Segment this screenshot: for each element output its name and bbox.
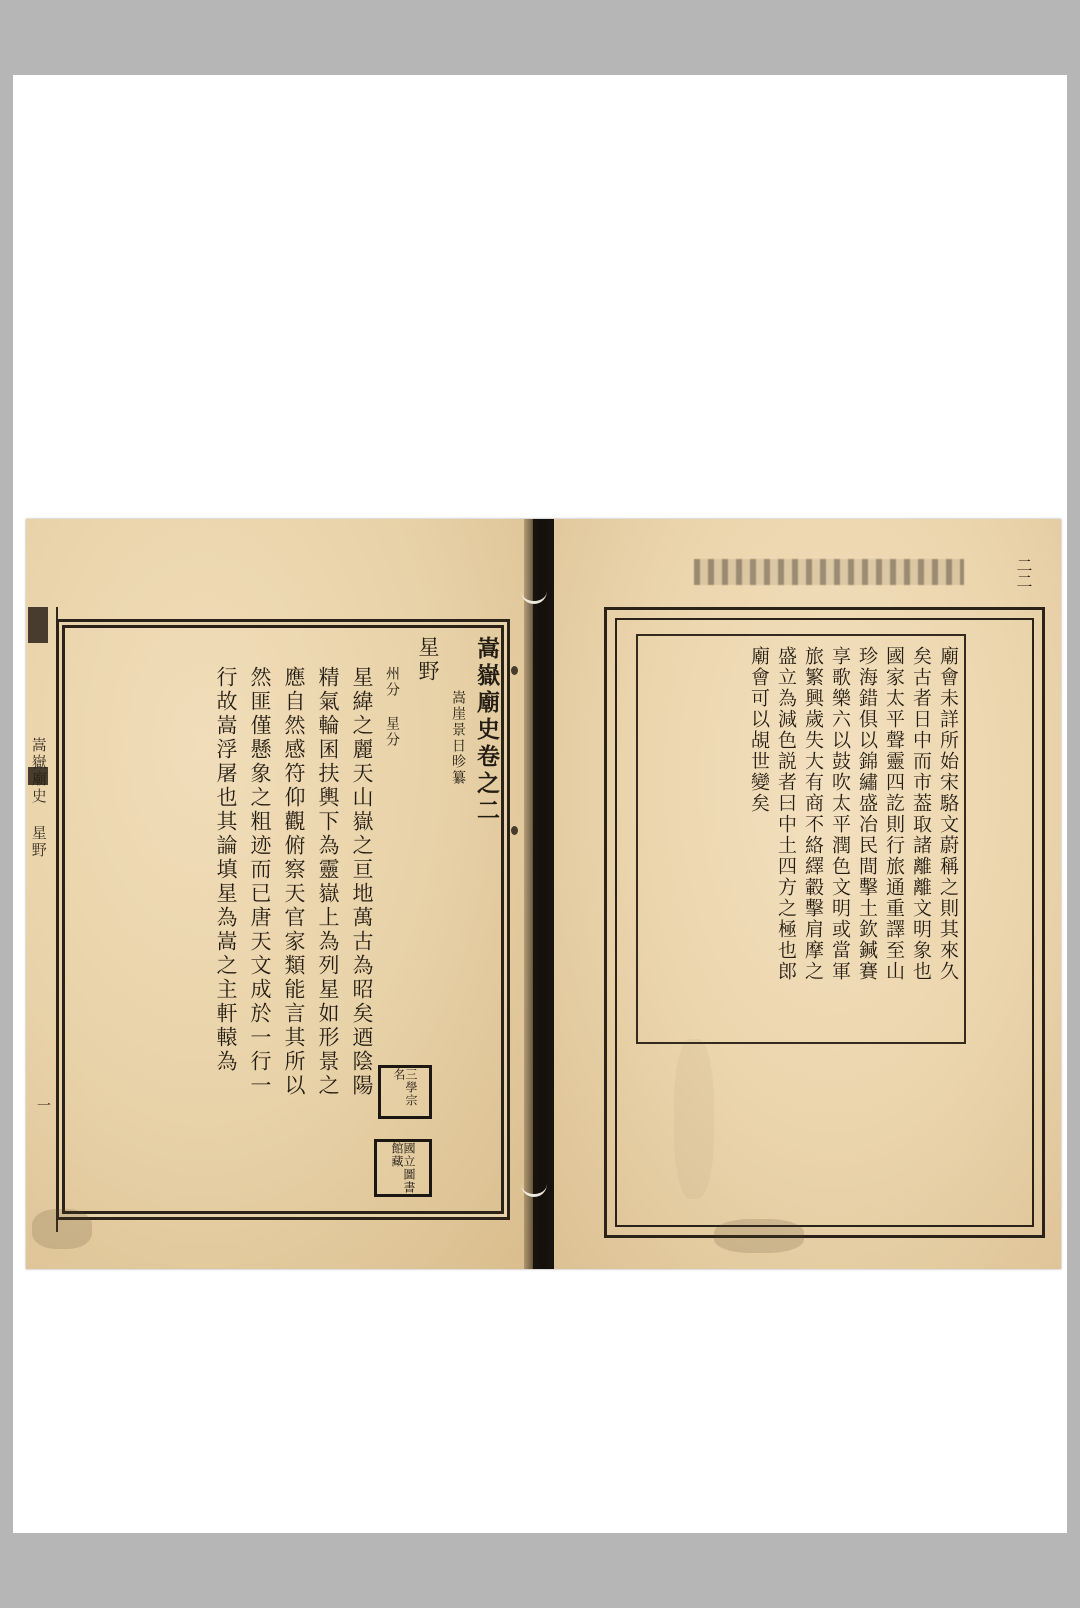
body-column-4: 然匪僅懸象之粗迹而已唐天文成於一行一 [248,666,272,1098]
library-seal-lower: 國立圖書館藏 [374,1139,432,1197]
library-seal-upper: 三學宗名 [378,1065,432,1119]
right-body-column-8: 廟會可以覘世變矣 [748,646,770,814]
compiler-column: 嵩崖景日昣纂 [450,690,466,786]
backdrop-band-top [0,0,1080,75]
right-body-column-1: 廟會未詳所始宋駱文蔚稱之則其來久 [937,646,959,982]
volume-title-column: 嵩嶽廟史卷之二 [473,636,500,825]
binding-hole [511,826,518,835]
right-body-column-7: 盛立為減色説者曰中土四方之極也郎 [775,646,797,982]
backdrop-band-left [0,75,13,1533]
section-heading-column: 星野 [416,636,440,684]
body-column-2: 精氣輪囷扶輿下為靈嶽上為列星如形景之 [316,666,340,1098]
paper-edge-wear [714,1219,804,1253]
right-body-column-3: 國家太平聲靈四訖則行旅通重譯至山 [883,646,905,982]
right-body-column-6: 旅繁興歲失大有商不絡繹轂擊肩摩之 [802,646,824,982]
right-page-number: 二二 [1014,557,1033,589]
body-column-3: 應自然感符仰觀俯察天官家類能言其所以 [282,666,306,1098]
spine-page-number: 一 [35,1098,51,1112]
section-subheading-column: 州分 星分 [384,666,400,748]
paper-stain [674,1039,714,1199]
page-canvas [13,75,1067,1533]
left-column-set [59,622,507,1217]
left-page [26,519,533,1269]
ink-smudge [694,559,964,585]
right-column-set [636,634,966,1044]
backdrop-band-bottom [0,1533,1080,1608]
right-body-column-4: 珍海錯俱以錦繡盛冶民間擊土欽鍼賽 [856,646,878,982]
backdrop-band-right [1067,75,1080,1533]
spine-title-text: 嵩嶽廟史 星野 [29,737,48,859]
book-spread-photo [26,519,1061,1269]
spine-ink-blot [28,607,48,643]
body-column-1: 星緯之麗天山嶽之亘地萬古為昭矣迺陰陽 [350,666,374,1098]
binding-hole [511,666,518,675]
right-body-column-5: 享歌樂六以鼓吹太平潤色文明或當軍 [829,646,851,982]
right-body-column-2: 矣古者日中而市葢取諸離離文明象也 [910,646,932,982]
paper-edge-wear [32,1209,92,1249]
left-page-spine-strip [26,607,58,1232]
right-page [554,519,1061,1269]
body-column-5: 行故嵩浮屠也其論填星為嵩之主軒轅為 [214,666,238,1074]
left-text-frame [56,619,510,1220]
